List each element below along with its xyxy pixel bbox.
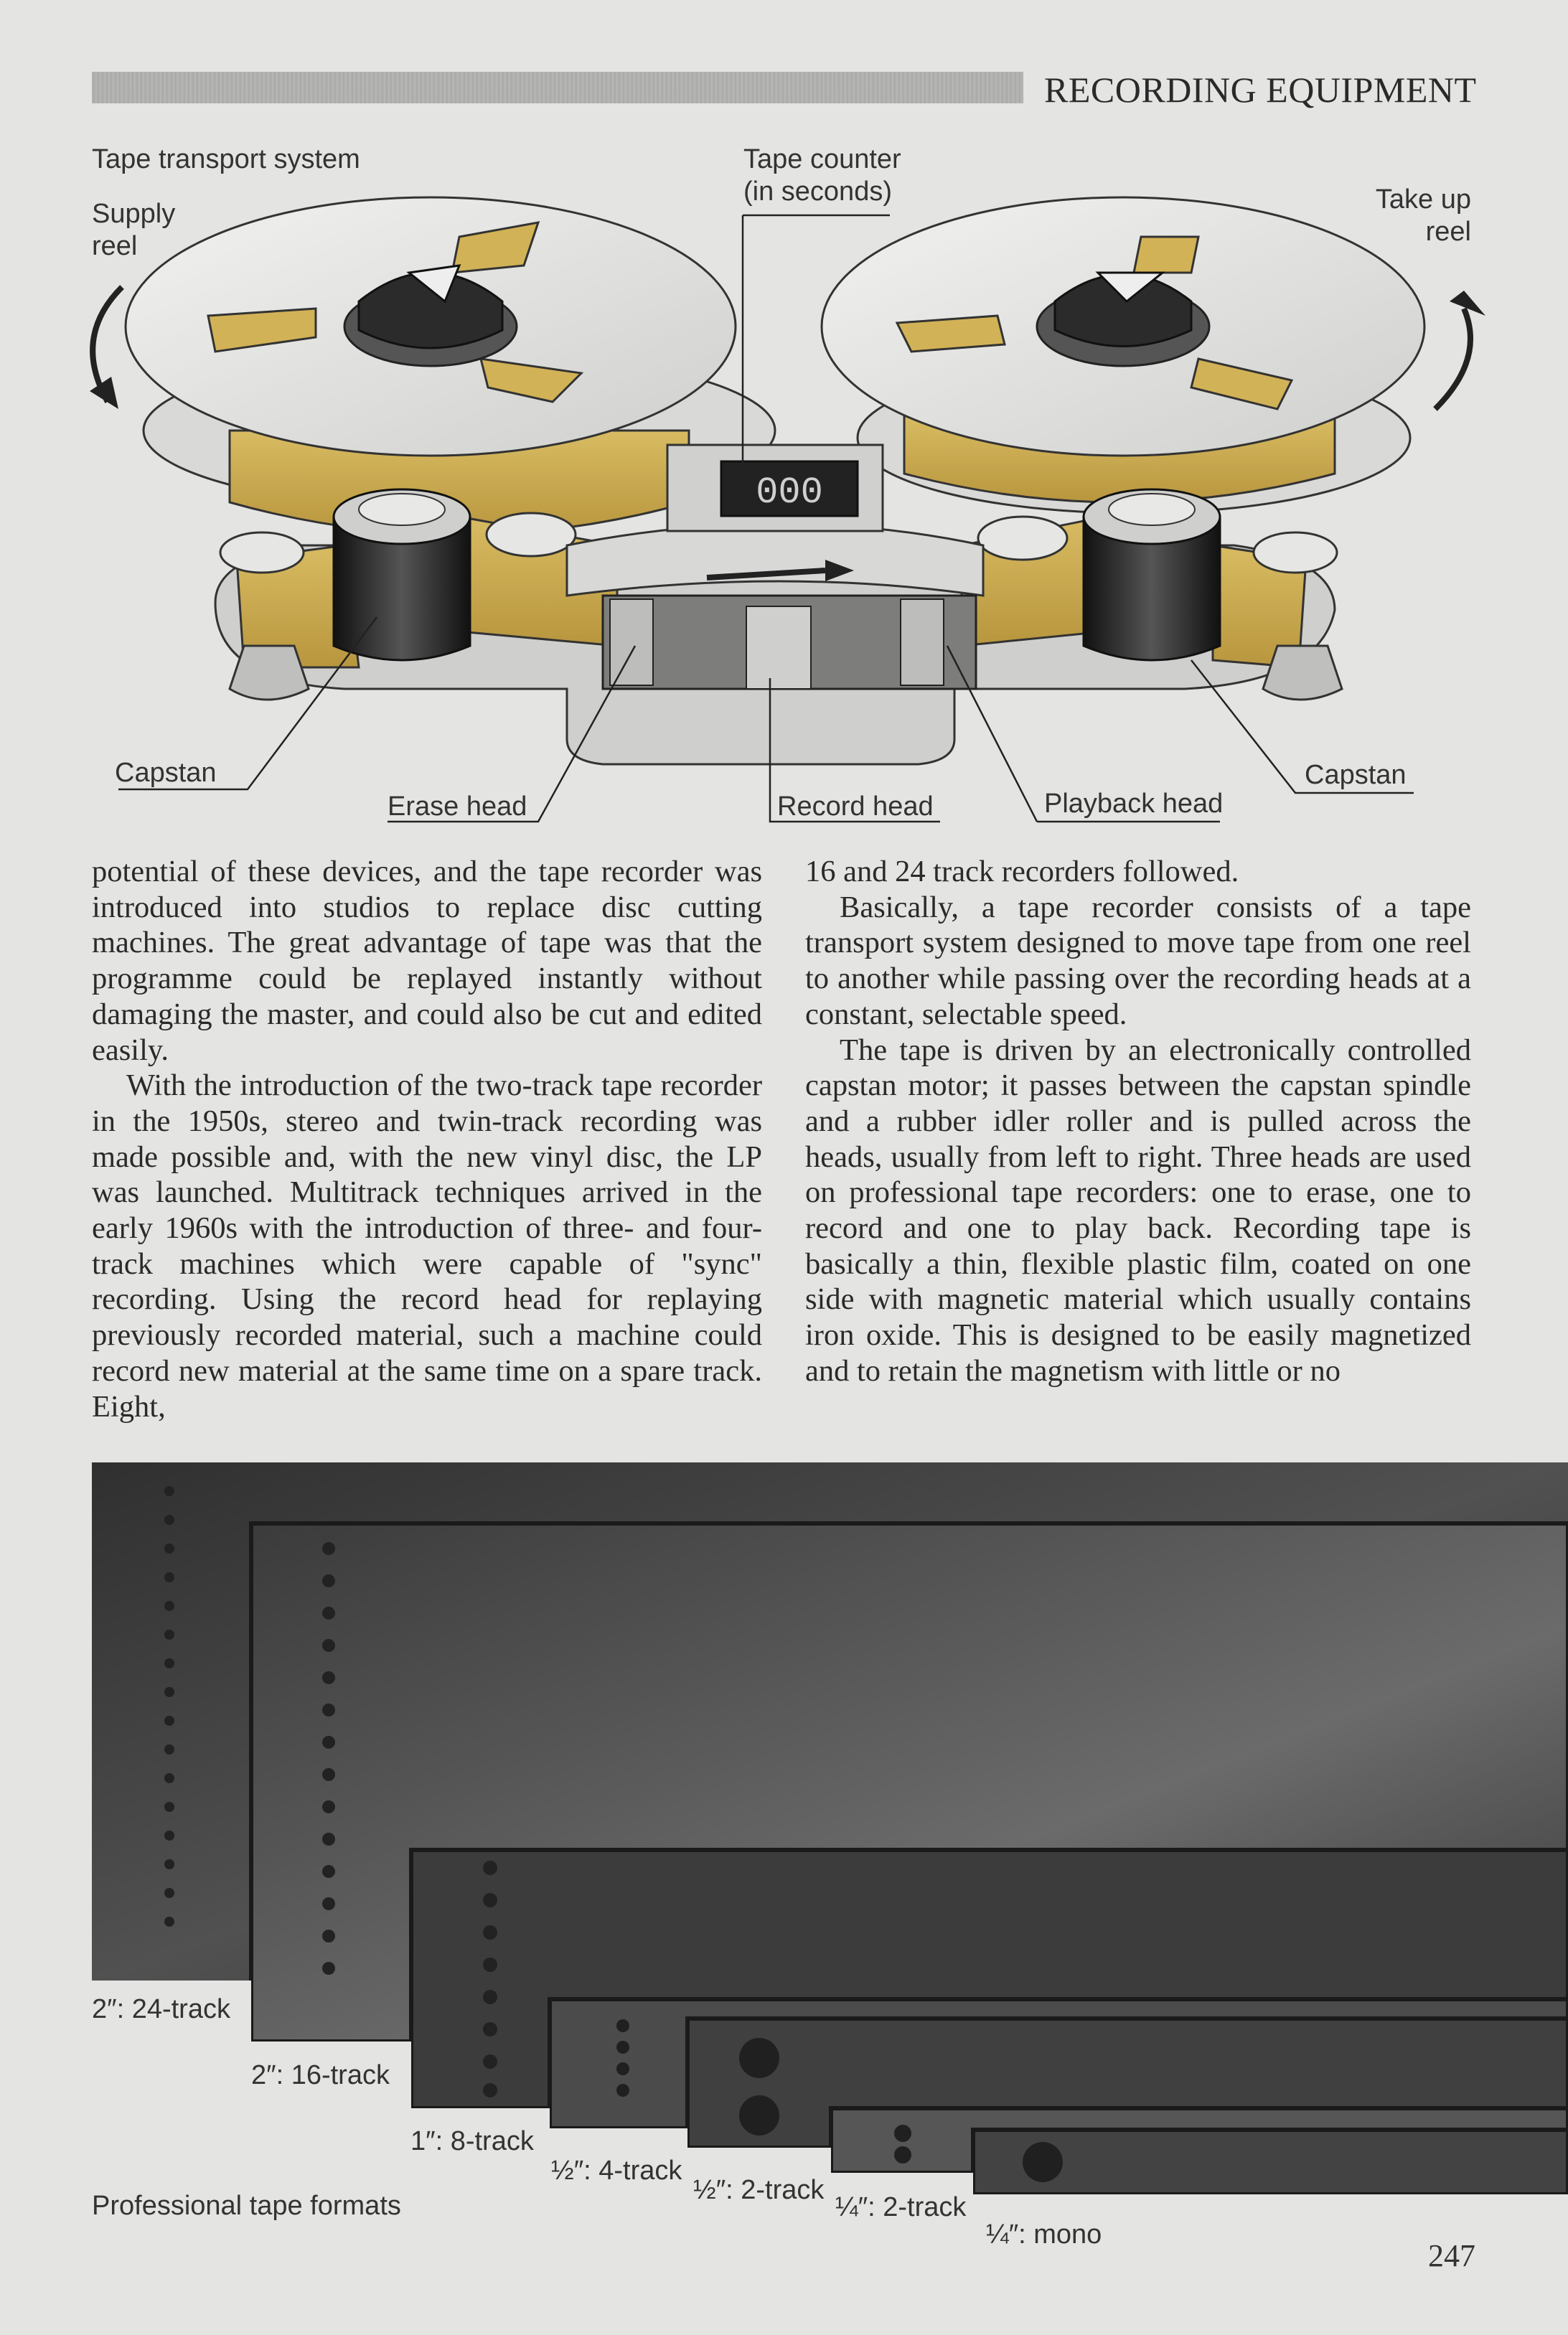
paragraph: 16 and 24 track recorders followed. bbox=[805, 855, 1239, 888]
format-label-half-4-track: ½″: 4-track bbox=[551, 2156, 682, 2186]
take-up-reel-label: Take up reel bbox=[1375, 184, 1471, 247]
tape-transport-illustration bbox=[0, 0, 1568, 832]
tape-counter bbox=[667, 445, 883, 531]
capstan-left bbox=[334, 489, 470, 660]
paragraph: The tape is driven by an electronically controlled capstan motor; it passes between the capstan spindle and a rubber idler roller and is pulled across the heads, usually from left to right. Three heads are used on professional tape recorders: one to erase, one to record and one to play back. Recording tape is basically a thin, flexible plastic film, coated on one side with magnetic material which usually contains iron oxide. This is designed to be easily magnetized and to retain the magnetism with little or no bbox=[805, 1033, 1471, 1388]
paragraph: potential of these devices, and the tape recorder was introduced into studios to replace disc cutting machines. The great advantage of tape was that the programme could be replayed instantly without damaging the master, and could also be cut and edited easily. bbox=[92, 855, 762, 1067]
supply-reel-label: Supply reel bbox=[92, 199, 176, 261]
format-label-half-2-track: ½″: 2-track bbox=[693, 2175, 825, 2205]
capstan-right-label: Capstan bbox=[1305, 760, 1407, 790]
tape-formats-caption: Professional tape formats bbox=[92, 2191, 401, 2221]
format-label-quarter-2-track: ¼″: 2-track bbox=[835, 2192, 967, 2222]
diagram-title: Tape transport system bbox=[92, 144, 360, 174]
format-label-8-track: 1″: 8-track bbox=[410, 2126, 534, 2156]
tape-counter-label: Tape counter (in seconds) bbox=[743, 144, 901, 207]
paragraph: With the introduction of the two-track tape recorder in the 1950s, stereo and twin-track recording was made possible and, with the new vinyl disc, the LP was launched. Multitrack techniques arrived in the early 1960s with the introduction of three- and four-track machines which were capable of "sync" recording. Using the record head for replaying previously recorded material, such a machine could record new material at the same time on a spare track. Eight, bbox=[92, 1068, 762, 1424]
format-label-16-track: 2″: 16-track bbox=[251, 2060, 390, 2090]
record-head-label: Record head bbox=[777, 791, 934, 822]
paragraph: Basically, a tape recorder consists of a tape transport system designed to move tape from one reel to another while passing over the recording heads at a constant, selectable speed. bbox=[805, 890, 1471, 1031]
erase-head-label: Erase head bbox=[388, 791, 527, 822]
take-up-reel bbox=[822, 197, 1424, 513]
page-number: 247 bbox=[1428, 2238, 1475, 2273]
article-left-column bbox=[92, 854, 762, 1424]
section-title: RECORDING EQUIPMENT bbox=[1044, 70, 1477, 110]
format-label-quarter-mono: ¼″: mono bbox=[986, 2219, 1102, 2250]
head-block bbox=[567, 524, 983, 689]
playback-head-label: Playback head bbox=[1044, 789, 1224, 819]
format-label-24-track: 2″: 24-track bbox=[92, 1994, 230, 2024]
capstan-left-label: Capstan bbox=[115, 758, 217, 788]
article-right-column bbox=[805, 854, 1471, 1389]
counter-display: 000 bbox=[756, 471, 823, 514]
capstan-right bbox=[1084, 489, 1220, 660]
